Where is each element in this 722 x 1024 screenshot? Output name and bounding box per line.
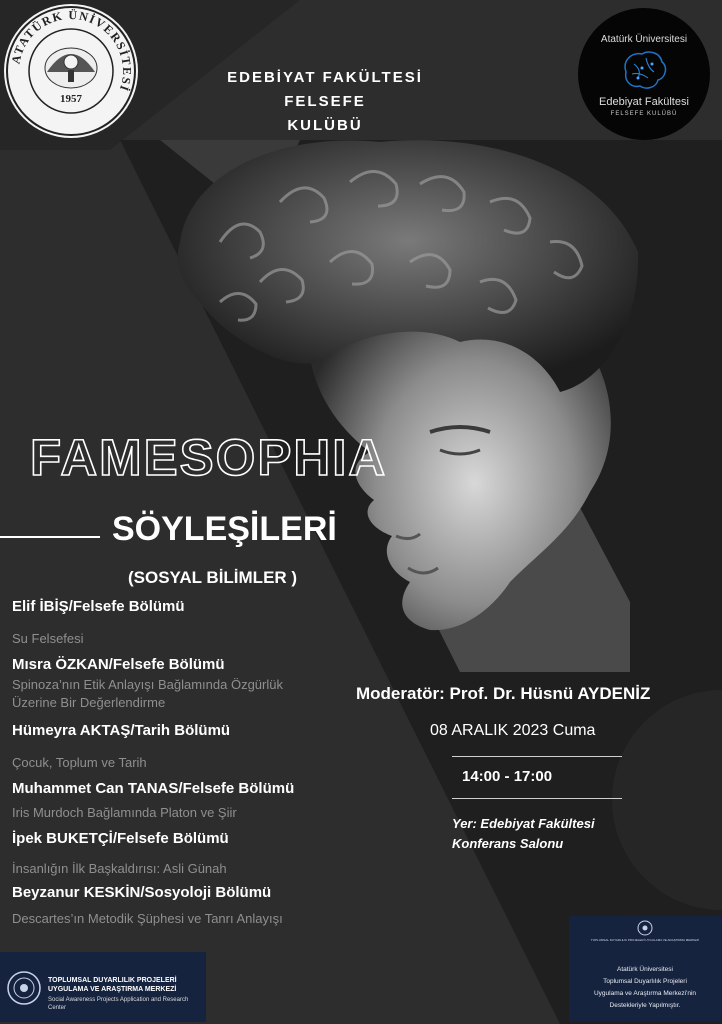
moderator: Moderatör: Prof. Dr. Hüsnü AYDENİZ bbox=[356, 684, 651, 703]
speaker-topic: Çocuk, Toplum ve Tarih bbox=[12, 755, 147, 770]
event-date: 08 ARALIK 2023 Cuma bbox=[430, 722, 596, 739]
speaker-topic: İnsanlığın İlk Başkaldırısı: Asli Günah bbox=[12, 861, 227, 876]
support-badge-text bbox=[573, 964, 717, 1012]
support-badge-header: TOPLUMSAL DUYARLILIK PROJELERİ UYGULAMA VE ARAŞTIRMA MERKEZİ bbox=[590, 938, 700, 942]
speaker-topic: Iris Murdoch Bağlamında Platon ve Şiir bbox=[12, 805, 237, 820]
decorative-rule bbox=[0, 536, 100, 538]
center-title: TOPLUMSAL DUYARLILIK PROJELERİ UYGULAMA VE ARAŞTIRMA MERKEZİ bbox=[48, 977, 177, 993]
speaker-name: Mısra ÖZKAN/Felsefe Bölümü bbox=[12, 656, 225, 673]
event-place bbox=[452, 814, 595, 854]
speaker-topic: Descartes’ın Metodik Şüphesi ve Tanrı Anlayışı bbox=[12, 911, 283, 926]
center-emblem-icon bbox=[6, 970, 42, 1006]
speaker-name: Elif İBİŞ/Felsefe Bölümü bbox=[12, 598, 185, 615]
speaker-name: Muhammet Can TANAS/Felsefe Bölümü bbox=[12, 780, 295, 797]
club-logo-faculty: Edebiyat Fakültesi bbox=[599, 96, 689, 108]
club-logo bbox=[578, 8, 710, 140]
club-title-line1: EDEBİYAT FAKÜLTESİ FELSEFE bbox=[227, 69, 423, 110]
place-line2: Konferans Salonu bbox=[452, 836, 564, 851]
statue-head-image bbox=[160, 132, 640, 672]
support-line: Destekleriyle Yapılmıştır. bbox=[609, 1002, 681, 1009]
support-line: Toplumsal Duyarlılık Projeleri bbox=[603, 978, 687, 985]
university-seal bbox=[2, 2, 140, 140]
divider bbox=[452, 756, 622, 757]
club-title bbox=[205, 66, 445, 138]
event-title: FAMESOPHIA bbox=[30, 429, 388, 486]
support-badge bbox=[569, 916, 721, 1022]
svg-text:1957: 1957 bbox=[60, 93, 82, 105]
speaker-name: Hümeyra AKTAŞ/Tarih Bölümü bbox=[12, 722, 231, 739]
event-time: 14:00 - 17:00 bbox=[462, 768, 553, 785]
club-logo-university: Atatürk Üniversitesi bbox=[600, 34, 688, 45]
support-line: Atatürk Üniversitesi bbox=[617, 966, 673, 973]
club-title-line2: KULÜBÜ bbox=[287, 117, 363, 134]
speaker-topic: Su Felsefesi bbox=[12, 631, 84, 646]
club-logo-club: FELSEFE KULÜBÜ bbox=[610, 111, 678, 117]
center-subtitle: Social Awareness Projects Application and Research Center bbox=[48, 997, 189, 1011]
svg-text:ATATÜRK ÜNİVERSİTESİ: ATATÜRK ÜNİVERSİTESİ bbox=[8, 7, 135, 94]
research-center-badge bbox=[0, 952, 206, 1022]
place-line1: Yer: Edebiyat Fakültesi bbox=[452, 816, 595, 831]
support-line: Uygulama ve Araştırma Merkezi'nin bbox=[593, 990, 697, 997]
divider bbox=[452, 798, 622, 799]
speaker-name: İpek BUKETÇİ/Felsefe Bölümü bbox=[12, 830, 229, 847]
event-subtitle: SÖYLEŞİLERİ bbox=[112, 510, 337, 548]
speaker-topic: Spinoza’nın Etik Anlayışı Bağlamında Özgürlük Üzerine Bir Değerlendirme bbox=[12, 677, 283, 710]
center-emblem-icon bbox=[637, 920, 653, 936]
brain-icon bbox=[618, 48, 670, 94]
event-category: (SOSYAL BİLİMLER ) bbox=[128, 568, 298, 587]
speaker-name: Beyzanur KESKİN/Sosyoloji Bölümü bbox=[12, 884, 272, 901]
